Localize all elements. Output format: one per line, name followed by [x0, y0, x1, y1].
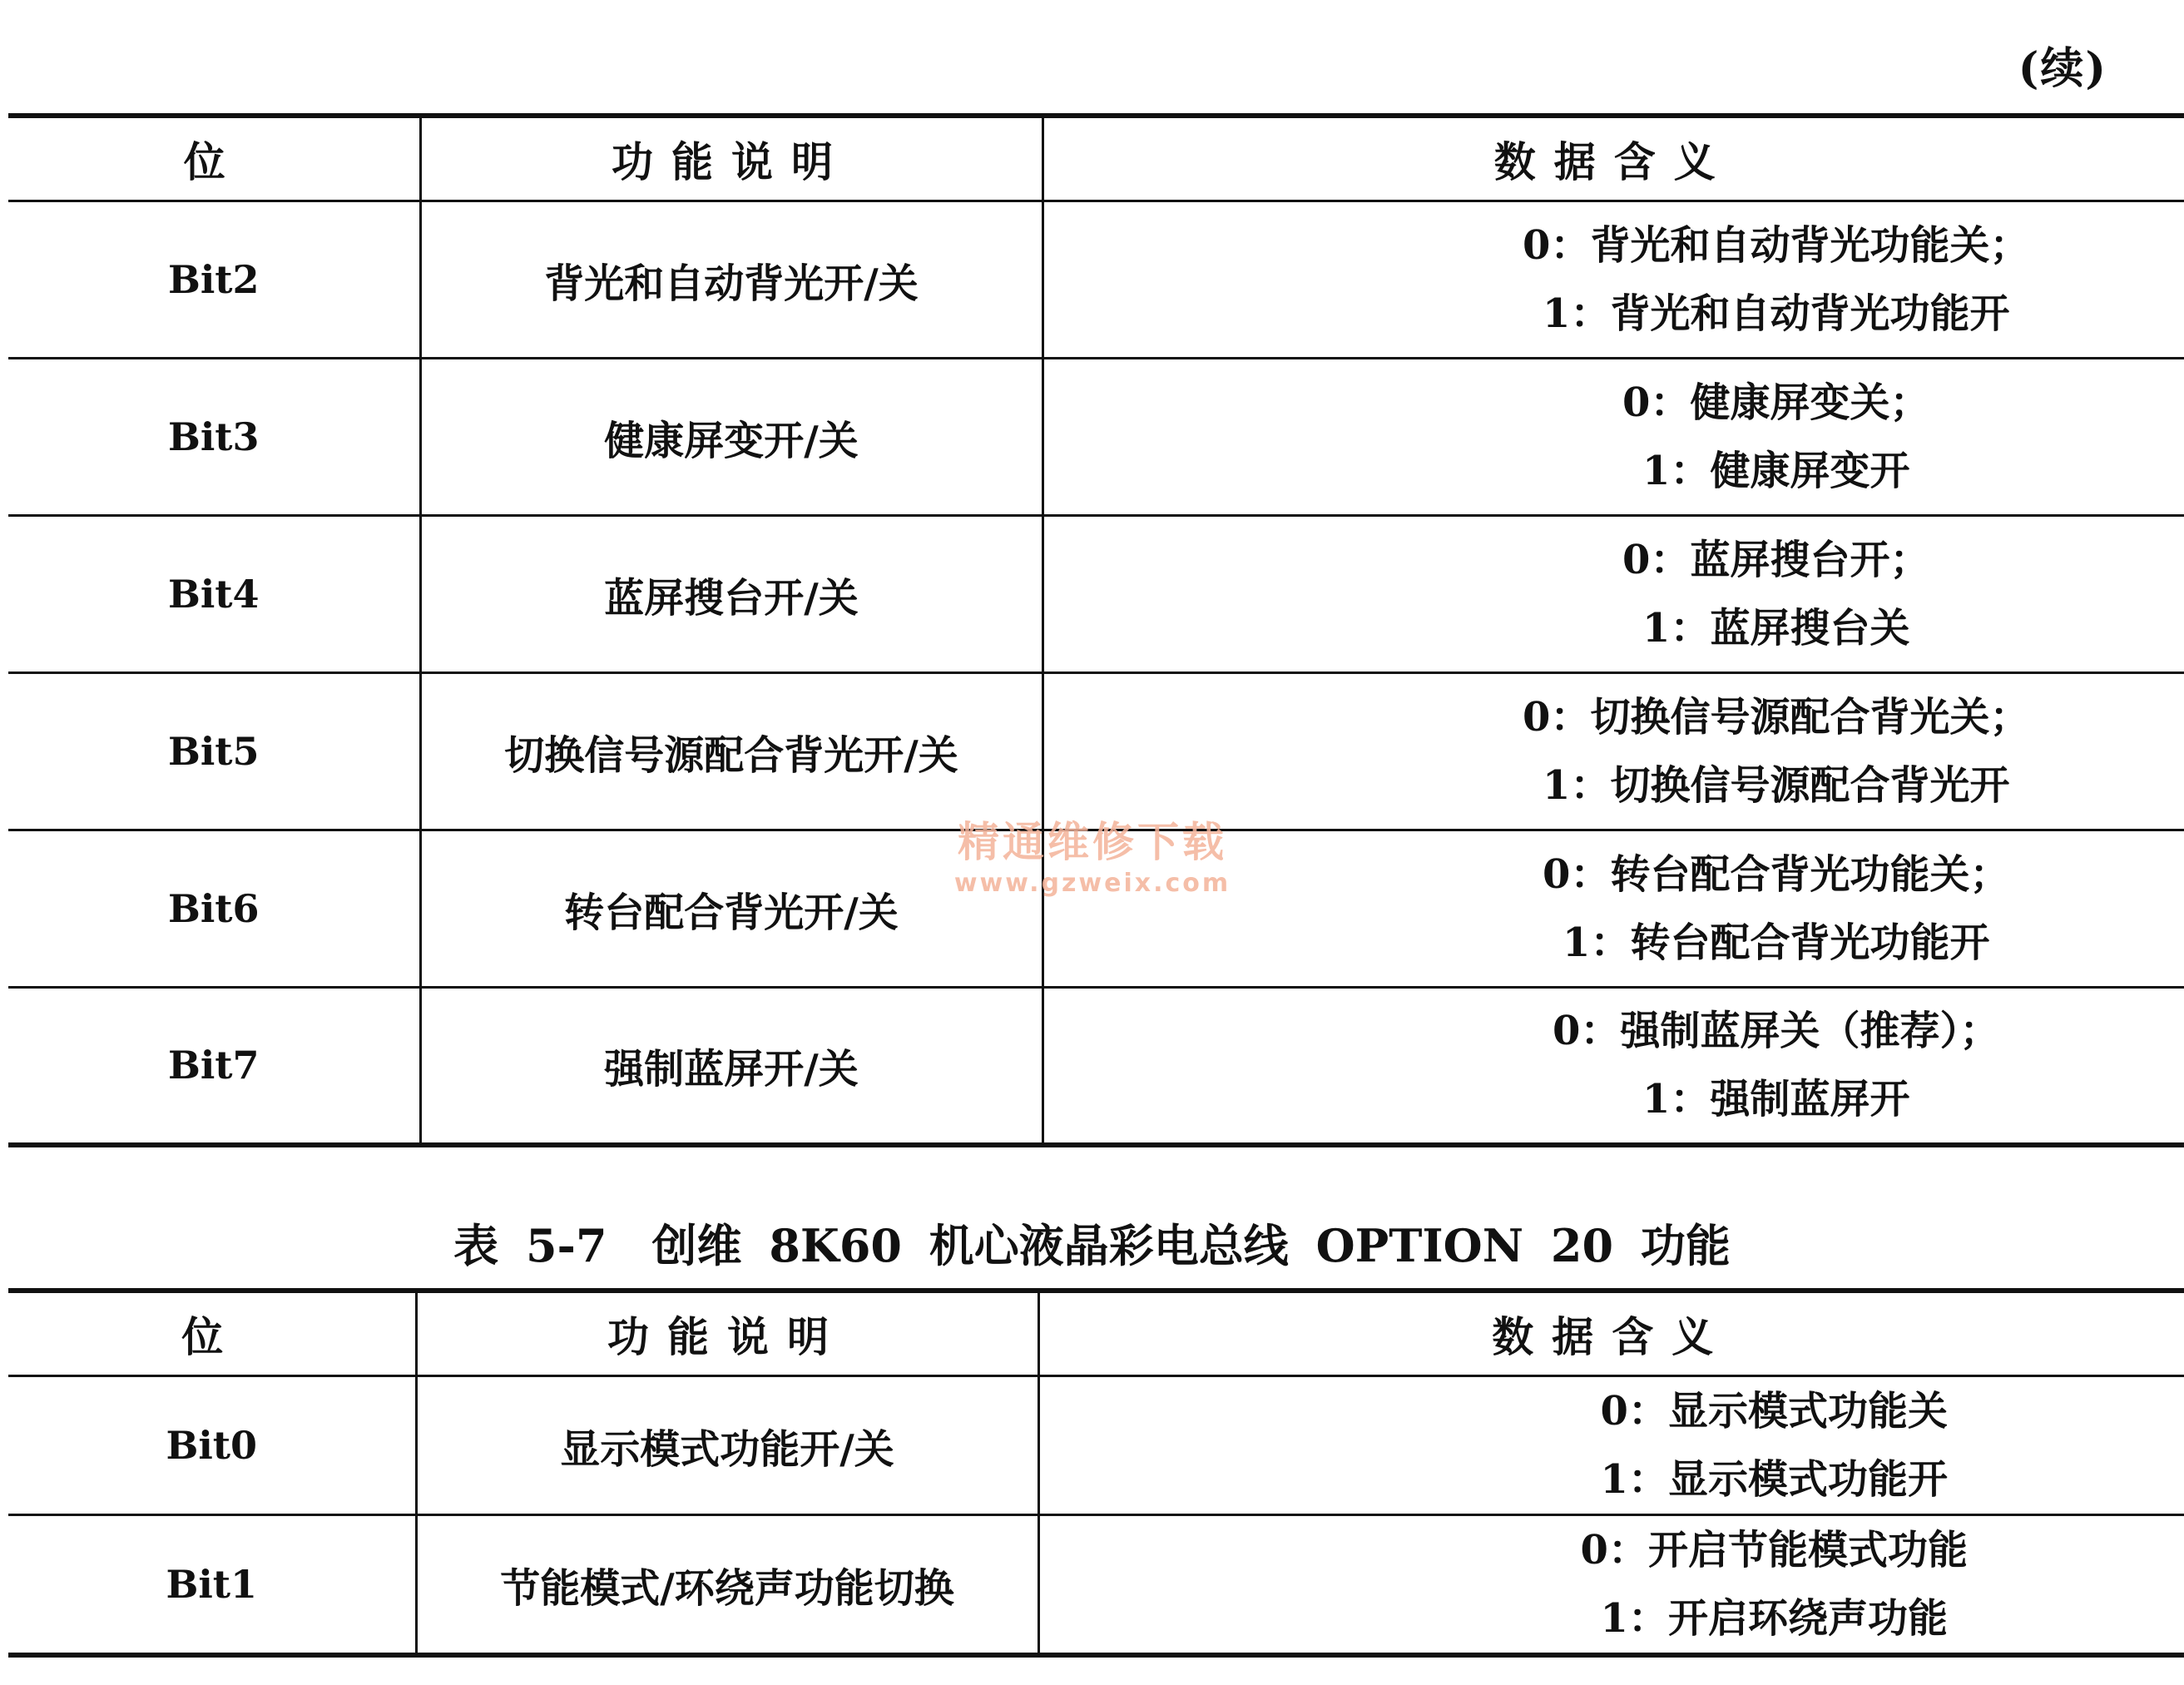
function-cell: 节能模式/环绕声功能切换: [416, 1515, 1038, 1656]
meaning-line: 1：健康屏变开: [1642, 448, 1910, 494]
header-function: 功能说明: [416, 1291, 1038, 1376]
meaning-line: 1：背光和自动背光功能开: [1543, 290, 2010, 337]
meaning-line: 1：蓝屏搜台关: [1642, 605, 1910, 652]
table-row: [8, 516, 2184, 673]
header-bit: 位: [8, 116, 420, 201]
meaning-cell: [1042, 673, 2184, 830]
meaning-line: 0：健康屏变关；: [1622, 379, 1930, 426]
meaning-line: 1：强制蓝屏开: [1642, 1076, 1910, 1123]
bit-cell: Bit1: [8, 1515, 416, 1656]
header-function: 功能说明: [420, 116, 1042, 201]
meaning-cell: [1042, 359, 2184, 516]
table-caption: 表 5-7 创维 8K60 机心液晶彩电总线 OPTION 20 功能: [453, 1219, 1731, 1272]
header-meaning: 数据含义: [1042, 116, 2184, 201]
function-cell: 强制蓝屏开/关: [420, 988, 1042, 1145]
function-cell: 切换信号源配合背光开/关: [420, 673, 1042, 830]
meaning-line: 1：开启环绕声功能: [1600, 1595, 1948, 1642]
table-row: [8, 830, 2184, 988]
meaning-cell: [1042, 201, 2184, 359]
bit-cell: Bit3: [8, 359, 420, 516]
continued-label: (续): [2018, 43, 2107, 94]
option20-table: [8, 1288, 2184, 1658]
meaning-line: 0：蓝屏搜台开；: [1622, 537, 1930, 583]
bit-cell: Bit0: [8, 1376, 416, 1515]
table-row: [8, 359, 2184, 516]
header-meaning: 数据含义: [1038, 1291, 2184, 1376]
meaning-cell: [1042, 830, 2184, 988]
watermark-name: 精通维修下载: [958, 817, 1227, 866]
table-row: [8, 1376, 2184, 1515]
table-header-row: [8, 1291, 2184, 1376]
meaning-line: 0：显示模式功能关: [1600, 1388, 1948, 1435]
watermark-url: www.gzweix.com: [953, 869, 1231, 898]
meaning-line: 1：转台配合背光功能开: [1562, 919, 1990, 966]
table-row: [8, 673, 2184, 830]
table-row: [8, 201, 2184, 359]
meaning-line: 0：转台配合背光功能关；: [1543, 851, 2010, 898]
function-cell: 健康屏变开/关: [420, 359, 1042, 516]
bit-cell: Bit2: [8, 201, 420, 359]
table-header-row: [8, 116, 2184, 201]
meaning-cell: [1038, 1515, 2184, 1656]
header-bit: 位: [8, 1291, 416, 1376]
meaning-line: 1：切换信号源配合背光开: [1543, 762, 2010, 809]
function-cell: 背光和自动背光开/关: [420, 201, 1042, 359]
bit-cell: Bit7: [8, 988, 420, 1145]
function-cell: 显示模式功能开/关: [416, 1376, 1038, 1515]
meaning-line: 0：开启节能模式功能: [1580, 1527, 1968, 1573]
bit-cell: Bit5: [8, 673, 420, 830]
function-cell: 转台配合背光开/关: [420, 830, 1042, 988]
meaning-line: 1：显示模式功能开: [1600, 1456, 1948, 1503]
function-cell: 蓝屏搜台开/关: [420, 516, 1042, 673]
meaning-line: 0：强制蓝屏关（推荐）；: [1553, 1008, 2000, 1055]
option-table-continued: [8, 113, 2184, 1147]
meaning-line: 0：切换信号源配合背光关；: [1523, 694, 2030, 741]
meaning-cell: [1042, 516, 2184, 673]
table-row: [8, 1515, 2184, 1656]
bit-cell: Bit4: [8, 516, 420, 673]
bit-cell: Bit6: [8, 830, 420, 988]
meaning-line: 0：背光和自动背光功能关；: [1523, 222, 2030, 269]
meaning-cell: [1038, 1376, 2184, 1515]
table-row: [8, 988, 2184, 1145]
meaning-cell: [1042, 988, 2184, 1145]
